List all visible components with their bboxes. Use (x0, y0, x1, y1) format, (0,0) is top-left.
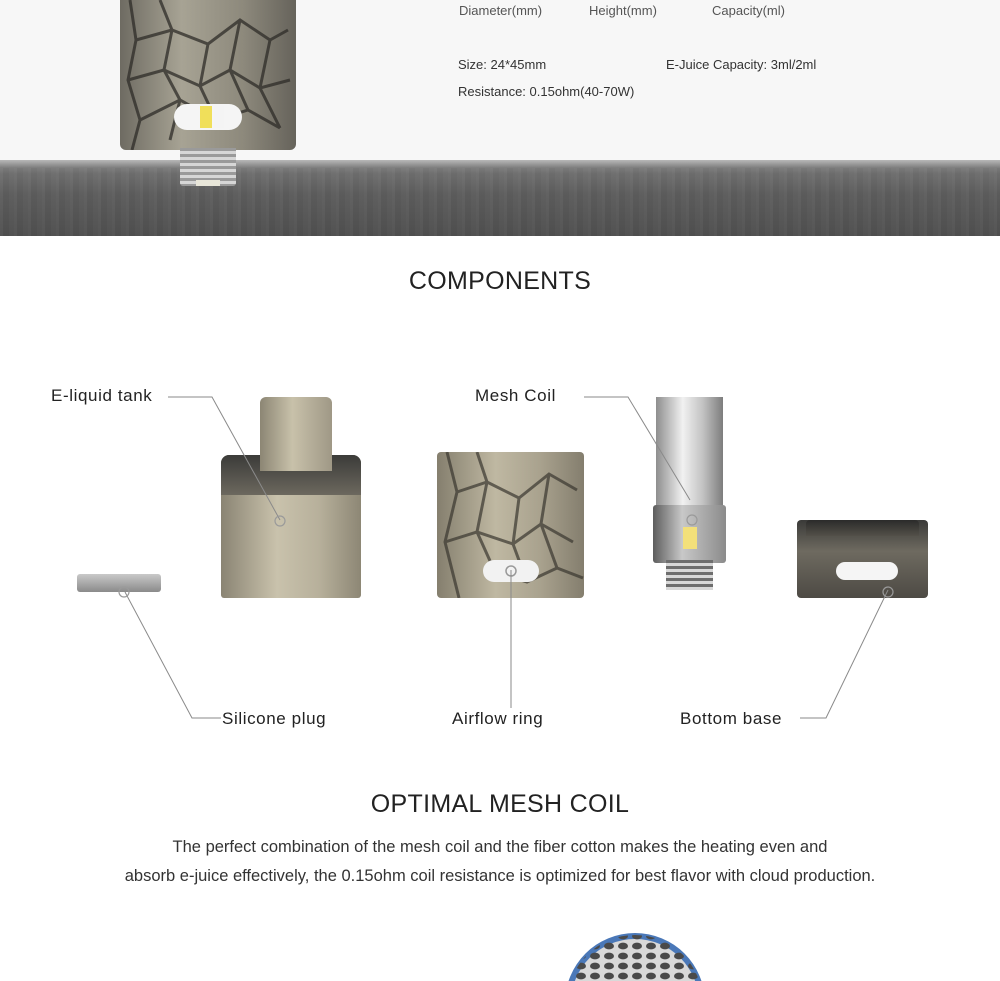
mesh-coil-description-line2: absorb e-juice effectively, the 0.15ohm coil resistance is optimized for best flavor with cloud production. (124, 867, 876, 885)
mesh-coil-title: OPTIMAL MESH COIL (370, 790, 630, 818)
spec-resistance: Resistance: 0.15ohm(40-70W) (458, 84, 635, 99)
label-eliquid-tank: E-liquid tank (51, 386, 153, 405)
mesh-pattern (560, 931, 710, 981)
label-bottom-base: Bottom base (680, 709, 783, 728)
spec-header-height: Height(mm) (589, 3, 657, 18)
label-mesh-coil: Mesh Coil (475, 386, 556, 405)
mesh-coil-description-line1: The perfect combination of the mesh coil and the fiber cotton makes the heating even and (172, 838, 828, 856)
label-airflow-ring: Airflow ring (452, 709, 544, 728)
spec-header-diameter: Diameter(mm) (459, 3, 543, 18)
mesh-coil-closeup (560, 931, 710, 981)
spec-header-capacity: Capacity(ml) (712, 3, 785, 18)
spec-capacity: E-Juice Capacity: 3ml/2ml (666, 57, 817, 72)
label-silicone-plug: Silicone plug (222, 709, 327, 728)
spec-size: Size: 24*45mm (458, 57, 547, 72)
components-title: COMPONENTS (408, 267, 592, 295)
